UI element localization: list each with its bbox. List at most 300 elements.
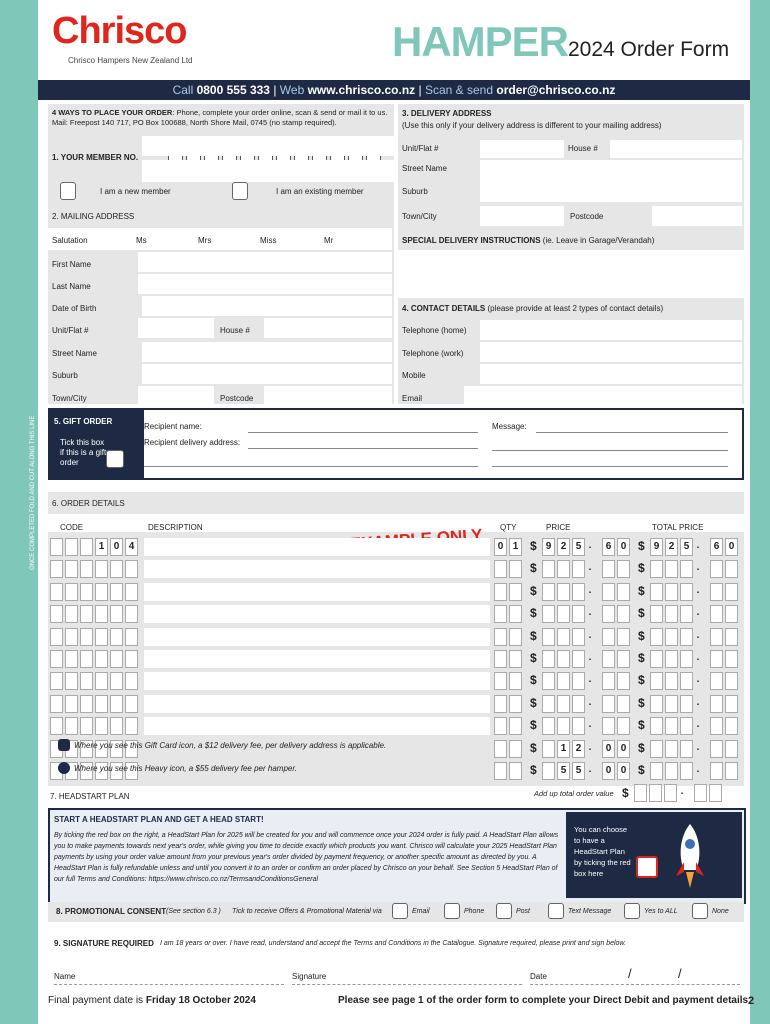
price-digit-box[interactable] [617,717,630,735]
price-digit-box[interactable] [602,560,615,578]
total-decimal[interactable]: . [696,764,700,775]
qty-digit-box[interactable] [494,583,507,601]
price-digit-box[interactable]: 2 [557,538,570,556]
qty-digit-box[interactable] [494,560,507,578]
promo-none-checkbox[interactable] [692,903,708,919]
qty-digit-box[interactable] [509,695,522,713]
code-digit-box[interactable] [80,538,93,556]
price-decimal[interactable]: . [588,741,592,753]
total-digit-box[interactable] [665,740,678,758]
code-digit-box[interactable] [80,695,93,713]
contact-note: (please provide at least 2 types of contact details) [487,304,664,313]
price-digit-box[interactable] [542,628,555,646]
total-decimal[interactable]: . [696,652,700,663]
special-instructions [402,236,654,245]
message-line-3[interactable] [492,466,728,467]
qty-digit-box[interactable] [494,628,507,646]
code-digit-box[interactable] [110,605,123,623]
total-digit-box[interactable] [710,605,723,623]
code-digit-box[interactable] [80,672,93,690]
price-decimal[interactable]: . [588,584,592,596]
code-digit-box[interactable] [65,650,78,668]
total-digit-box[interactable] [650,717,663,735]
delivery-input-field[interactable] [480,206,564,226]
price-digit-box[interactable]: 5 [557,762,570,780]
email-label: Email [402,394,423,403]
price-decimal[interactable]: . [588,764,592,775]
promo-email-checkbox[interactable] [392,903,408,919]
price-digit-box[interactable] [572,717,585,735]
total-digit-box[interactable] [725,560,738,578]
town-label: Town/City [52,394,87,403]
final-payment-date: Friday 18 October 2024 [145,995,256,1006]
price-digit-box[interactable]: 6 [602,538,615,556]
price-digit-box[interactable] [602,650,615,668]
code-digit-box[interactable] [95,650,108,668]
code-digit-box[interactable] [80,583,93,601]
total-digit-box[interactable] [680,672,693,690]
recipient-address-line-2[interactable] [144,466,478,467]
code-digit-box[interactable] [50,538,63,556]
code-digit-box[interactable] [95,560,108,578]
price-digit-box[interactable]: 2 [572,740,585,758]
qty-digit-box[interactable]: 0 [494,538,507,556]
total-decimal[interactable]: . [696,674,700,686]
total-digit-box[interactable]: 2 [665,538,678,556]
scan-label: Scan & send [424,83,494,97]
signature-line[interactable] [292,984,522,985]
recipient-address-line-1[interactable] [248,448,478,449]
code-digit-box[interactable] [65,538,78,556]
code-digit-box[interactable] [50,605,63,623]
mailing-title: 2. MAILING ADDRESS [52,212,135,221]
code-digit-box[interactable] [110,717,123,735]
code-digit-box[interactable] [65,628,78,646]
mailing-input-field[interactable] [138,274,392,294]
code-digit-box[interactable] [95,605,108,623]
price-digit-box[interactable] [617,650,630,668]
price-digit-box[interactable] [557,583,570,601]
price-digit-box[interactable] [572,695,585,713]
gift-order-checkbox[interactable] [106,450,124,468]
date-slash-2: / [678,966,682,981]
code-digit-box[interactable] [110,650,123,668]
price-digit-box[interactable] [617,560,630,578]
mailing-input-field[interactable] [142,296,392,316]
qty-digit-box[interactable] [494,605,507,623]
total-digit-box[interactable] [710,583,723,601]
price-digit-box[interactable] [617,605,630,623]
total-digit-box[interactable] [665,717,678,735]
delivery-input-field[interactable] [480,320,742,340]
total-digit-box[interactable] [650,583,663,601]
price-digit-box[interactable] [617,583,630,601]
delivery-input-field[interactable] [610,140,742,158]
price-digit-box[interactable]: 0 [617,762,630,780]
promo-phone-checkbox[interactable] [444,903,460,919]
mailing-input-field[interactable] [138,318,214,338]
total-digit-box[interactable] [725,605,738,623]
price-digit-box[interactable] [557,650,570,668]
price-dollar: $ [530,561,537,576]
salutation-ms[interactable]: Ms [136,236,147,245]
total-dollar: $ [638,695,645,710]
code-digit-box[interactable] [125,695,138,713]
message-line-2[interactable] [492,450,728,451]
gift-tick-label: Tick this box if this is a gift order [60,438,107,467]
total-digit-box[interactable] [665,762,678,780]
salutation-miss[interactable]: Miss [260,236,277,245]
code-digit-box[interactable] [95,672,108,690]
total-digit-box[interactable] [725,695,738,713]
price-digit-box[interactable] [557,695,570,713]
description-field[interactable] [144,695,490,713]
price-digit-box[interactable] [542,560,555,578]
description-field[interactable] [144,650,490,668]
qty-digit-box[interactable] [494,717,507,735]
qty-digit-box[interactable] [509,762,522,780]
total-digit-box[interactable] [680,605,693,623]
delivery-input-field[interactable] [480,342,742,362]
mailing-input-field[interactable] [142,342,392,362]
total-digit-box[interactable] [665,605,678,623]
total-dollar: $ [638,583,645,598]
delivery-input-field[interactable] [652,206,742,226]
price-digit-box[interactable] [572,583,585,601]
description-field[interactable] [144,538,490,556]
salutation-mr[interactable]: Mr [324,236,334,245]
total-digit-box[interactable]: 6 [710,538,723,556]
total-digit-box[interactable] [725,740,738,758]
price-digit-box[interactable] [542,695,555,713]
total-digit-box[interactable] [725,672,738,690]
total-digit-box[interactable] [650,560,663,578]
code-digit-box[interactable] [125,583,138,601]
price-digit-box[interactable] [542,717,555,735]
total-digit-box[interactable] [680,628,693,646]
description-field[interactable] [144,717,490,735]
total-digit-box[interactable] [725,583,738,601]
code-digit-box[interactable] [65,583,78,601]
price-digit-box[interactable] [542,650,555,668]
delivery-input-field[interactable] [464,386,742,406]
price-digit-box[interactable]: 0 [617,538,630,556]
price-digit-box[interactable]: 5 [572,762,585,780]
qty-digit-box[interactable] [494,695,507,713]
date-line[interactable] [530,984,740,985]
delivery-input-field[interactable] [480,364,742,384]
mailing-input-field[interactable] [308,136,392,156]
price-decimal[interactable]: . [588,629,592,641]
total-digit-box[interactable]: 5 [680,538,693,556]
price-digit-box[interactable] [572,672,585,690]
promo-post-checkbox[interactable] [496,903,512,919]
grand-total-digit-box[interactable] [649,784,662,802]
grand-total-digit-box[interactable] [634,784,647,802]
price-digit-box[interactable] [542,740,555,758]
price-decimal[interactable]: . [588,652,592,663]
grand-total-decimal[interactable]: . [680,786,684,797]
code-digit-box[interactable] [50,583,63,601]
code-digit-box[interactable] [110,672,123,690]
total-digit-box[interactable] [650,762,663,780]
total-decimal[interactable]: . [696,741,700,753]
total-digit-box[interactable] [680,583,693,601]
promo-post-label: Post [516,908,531,915]
mailing-input-field[interactable] [142,160,394,182]
delivery-input-field[interactable] [398,250,744,298]
price-digit-box[interactable] [617,695,630,713]
code-digit-box[interactable] [65,672,78,690]
price-digit-box[interactable]: 0 [602,740,615,758]
price-digit-box[interactable]: 0 [602,762,615,780]
total-digit-box[interactable] [710,628,723,646]
code-digit-box[interactable] [110,560,123,578]
total-digit-box[interactable] [725,628,738,646]
total-digit-box[interactable] [725,762,738,780]
total-digit-box[interactable] [665,672,678,690]
code-digit-box[interactable] [50,695,63,713]
qty-digit-box[interactable] [509,628,522,646]
grand-total-digit-box[interactable] [709,784,722,802]
code-digit-box[interactable] [50,628,63,646]
total-digit-box[interactable] [650,740,663,758]
new-member-checkbox[interactable] [60,182,76,200]
price-digit-box[interactable] [617,628,630,646]
price-digit-box[interactable] [542,605,555,623]
price-digit-box[interactable] [602,717,615,735]
price-digit-box[interactable] [572,560,585,578]
price-digit-box[interactable] [557,717,570,735]
total-decimal[interactable]: . [696,584,700,596]
code-digit-box[interactable]: 4 [125,538,138,556]
message-label: Message: [492,422,527,431]
existing-member-checkbox[interactable] [232,182,248,200]
price-digit-box[interactable] [557,628,570,646]
name-line[interactable] [54,984,284,985]
final-payment-label: Final payment date is [48,995,144,1006]
code-digit-box[interactable] [110,695,123,713]
gift-fee-note: Where you see this Gift Card icon, a $12 delivery fee, per delivery address is applicable. [74,741,387,750]
price-digit-box[interactable] [602,628,615,646]
code-digit-box[interactable] [125,628,138,646]
date-label: Date [530,972,547,981]
total-digit-box[interactable] [650,650,663,668]
qty-digit-box[interactable] [494,762,507,780]
special-note: (ie. Leave in Garage/Verandah) [542,236,655,245]
qty-digit-box[interactable] [509,583,522,601]
total-digit-box[interactable] [710,740,723,758]
description-field[interactable] [144,605,490,623]
price-decimal[interactable]: . [588,540,592,551]
promo-email-label: Email [412,908,430,915]
code-digit-box[interactable] [125,650,138,668]
price-digit-box[interactable] [542,762,555,780]
code-digit-box[interactable] [125,560,138,578]
price-decimal[interactable]: . [588,562,592,574]
delivery-input-field[interactable] [480,182,742,202]
price-digit-box[interactable] [542,672,555,690]
total-digit-box[interactable] [710,650,723,668]
code-digit-box[interactable] [95,717,108,735]
mailing-input-field[interactable] [138,386,214,406]
total-digit-box[interactable] [665,628,678,646]
qty-digit-box[interactable]: 1 [509,538,522,556]
signature-text: I am 18 years or over. I have read, understand and accept the Terms and Conditions in the Catalogue. Signature required, please print and sign below. [160,940,627,947]
price-decimal[interactable]: . [588,674,592,686]
code-digit-box[interactable] [65,695,78,713]
qty-digit-box[interactable] [494,650,507,668]
total-digit-box[interactable] [710,672,723,690]
total-digit-box[interactable] [680,695,693,713]
delivery-house: House # [568,144,598,153]
code-digit-box[interactable] [50,717,63,735]
price-digit-box[interactable] [572,650,585,668]
total-digit-box[interactable] [710,695,723,713]
price-dollar: $ [530,606,537,621]
promo-all-checkbox[interactable] [624,903,640,919]
code-digit-box[interactable] [65,717,78,735]
delivery-input-field[interactable] [480,140,564,158]
order-title-bar [48,492,744,514]
total-digit-box[interactable] [650,628,663,646]
total-dollar: $ [638,718,645,733]
total-digit-box[interactable] [680,740,693,758]
mailing-input-field[interactable] [142,364,392,384]
message-line-1[interactable] [536,432,728,433]
mailing-input-field[interactable] [138,252,392,272]
col-code: CODE [60,523,84,532]
qty-digit-box[interactable] [509,717,522,735]
total-dollar: $ [638,606,645,621]
recipient-name-line[interactable] [248,432,478,433]
price-digit-box[interactable] [602,695,615,713]
code-digit-box[interactable] [125,717,138,735]
qty-digit-box[interactable] [509,672,522,690]
promo-text-checkbox[interactable] [548,903,564,919]
total-digit-box[interactable] [650,605,663,623]
headstart-red-checkbox[interactable] [636,856,658,878]
grand-total-dollar: $ [622,786,629,800]
total-digit-box[interactable]: 9 [650,538,663,556]
qty-digit-box[interactable] [509,740,522,758]
price-digit-box[interactable] [557,605,570,623]
mailing-input-field[interactable] [264,386,392,406]
price-dollar: $ [530,628,537,643]
code-digit-box[interactable] [110,583,123,601]
code-digit-box[interactable] [50,672,63,690]
code-digit-box[interactable] [95,695,108,713]
code-digit-box[interactable] [50,650,63,668]
price-decimal[interactable]: . [588,696,592,708]
total-digit-box[interactable] [665,560,678,578]
qty-digit-box[interactable] [494,672,507,690]
price-digit-box[interactable]: 1 [557,740,570,758]
grand-total-digit-box[interactable] [694,784,707,802]
description-field[interactable] [144,628,490,646]
total-digit-box[interactable] [650,695,663,713]
description-field[interactable] [144,583,490,601]
total-digit-box[interactable] [710,717,723,735]
code-digit-box[interactable] [80,717,93,735]
total-digit-box[interactable]: 0 [725,538,738,556]
code-digit-box[interactable] [80,605,93,623]
price-digit-box[interactable] [557,560,570,578]
price-digit-box[interactable] [602,672,615,690]
code-digit-box[interactable] [50,560,63,578]
price-digit-box[interactable]: 5 [572,538,585,556]
code-digit-box[interactable]: 1 [95,538,108,556]
total-digit-box[interactable] [710,560,723,578]
company-name: Chrisco Hampers New Zealand Ltd [68,56,193,65]
price-digit-box[interactable] [617,672,630,690]
qty-digit-box[interactable] [494,740,507,758]
code-digit-box[interactable] [80,628,93,646]
description-field[interactable] [144,560,490,578]
code-digit-box[interactable]: 0 [110,538,123,556]
total-digit-box[interactable] [680,762,693,780]
price-digit-box[interactable]: 0 [617,740,630,758]
total-digit-box[interactable] [710,762,723,780]
code-digit-box[interactable] [80,560,93,578]
price-decimal[interactable]: . [588,719,592,731]
price-digit-box[interactable]: 9 [542,538,555,556]
total-digit-box[interactable] [725,650,738,668]
total-digit-box[interactable] [665,695,678,713]
price-digit-box[interactable] [572,605,585,623]
grand-total-digit-box[interactable] [664,784,677,802]
code-digit-box[interactable] [95,583,108,601]
price-digit-box[interactable] [602,583,615,601]
total-decimal[interactable]: . [696,696,700,708]
price-digit-box[interactable] [557,672,570,690]
qty-digit-box[interactable] [509,605,522,623]
code-digit-box[interactable] [125,605,138,623]
code-digit-box[interactable] [80,650,93,668]
total-decimal[interactable]: . [696,540,700,551]
qty-digit-box[interactable] [509,560,522,578]
total-digit-box[interactable] [680,717,693,735]
price-digit-box[interactable] [602,605,615,623]
total-decimal[interactable]: . [696,607,700,619]
code-digit-box[interactable] [125,672,138,690]
call-label: Call [172,83,194,97]
code-digit-box[interactable] [65,560,78,578]
total-decimal[interactable]: . [696,719,700,731]
code-digit-box[interactable] [95,628,108,646]
price-digit-box[interactable] [572,628,585,646]
headstart-choose-text: You can choose to have a HeadStart Plan by ticking the red box here [574,825,631,878]
total-digit-box[interactable] [650,672,663,690]
total-digit-box[interactable] [680,650,693,668]
price-digit-box[interactable] [542,583,555,601]
total-digit-box[interactable] [665,583,678,601]
total-digit-box[interactable] [665,650,678,668]
qty-digit-box[interactable] [509,650,522,668]
total-digit-box[interactable] [680,560,693,578]
col-description: DESCRIPTION [148,523,203,532]
total-digit-box[interactable] [725,717,738,735]
total-decimal[interactable]: . [696,629,700,641]
code-digit-box[interactable] [110,628,123,646]
total-decimal[interactable]: . [696,562,700,574]
mailing-input-field[interactable] [264,318,392,338]
heavy-icon [58,762,70,774]
price-decimal[interactable]: . [588,607,592,619]
salutation-mrs[interactable]: Mrs [198,236,212,245]
code-digit-box[interactable] [65,605,78,623]
description-field[interactable] [144,672,490,690]
